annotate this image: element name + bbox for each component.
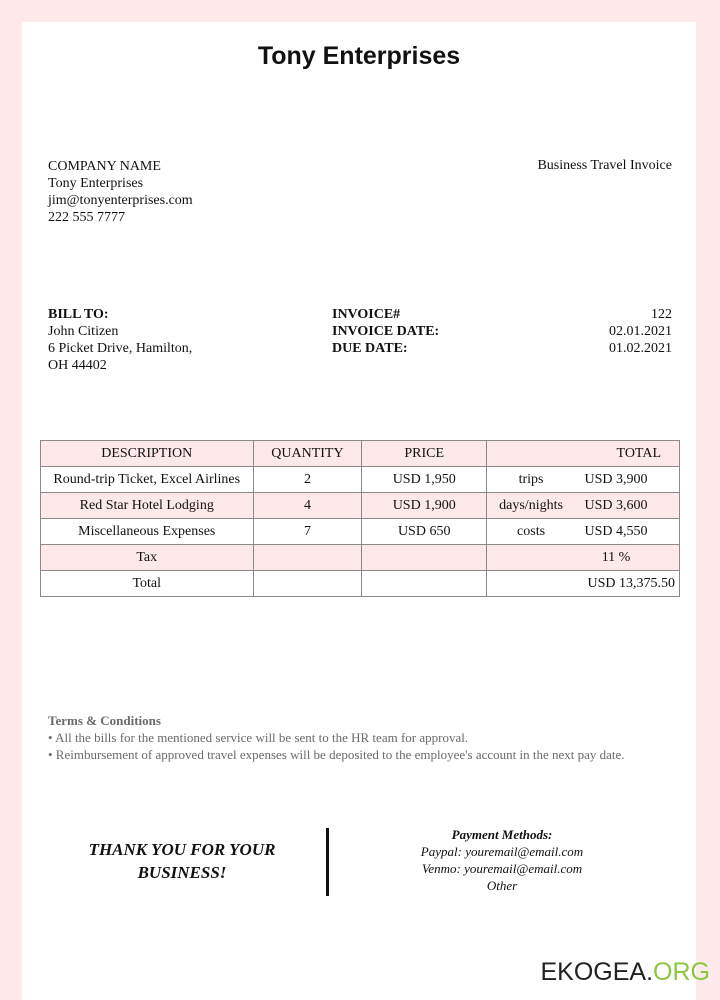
row-total xyxy=(487,519,680,545)
invoice-labels xyxy=(332,306,439,357)
invoice-number: 122 xyxy=(651,307,672,322)
tax-value: 11 % xyxy=(601,549,631,565)
vertical-divider xyxy=(326,828,329,896)
invoice-values xyxy=(609,306,672,357)
invoice-number-label: INVOICE# xyxy=(332,307,401,322)
table-row xyxy=(41,467,680,493)
row-total xyxy=(487,467,680,493)
tax-total-cell xyxy=(487,545,680,571)
company-email: jim@tonyenterprises.com xyxy=(48,193,193,208)
total-empty-cell xyxy=(253,571,362,597)
total-value: USD 13,375.50 xyxy=(487,571,680,597)
company-name: Tony Enterprises xyxy=(48,176,144,191)
row-price: USD 1,900 xyxy=(362,493,487,519)
row-total xyxy=(487,493,680,519)
table-row xyxy=(41,519,680,545)
row-amount: USD 4,550 xyxy=(584,523,648,539)
table-header-row xyxy=(41,441,680,467)
terms-line-2: • Reimbursement of approved travel expenses will be deposited to the employee's account in the next pay date. xyxy=(48,747,625,762)
due-date: 01.02.2021 xyxy=(609,341,672,356)
header-total-label: TOTAL xyxy=(616,445,662,461)
terms-heading: Terms & Conditions xyxy=(48,713,161,728)
page-title: Tony Enterprises xyxy=(257,42,461,70)
invoice-date-label: INVOICE DATE: xyxy=(332,324,440,339)
invoice-date: 02.01.2021 xyxy=(609,324,672,339)
due-date-label: DUE DATE: xyxy=(332,341,408,356)
total-label: Total xyxy=(41,571,254,597)
bill-to-block xyxy=(48,306,192,374)
bill-to-address-line2: OH 44402 xyxy=(48,358,107,373)
header-total xyxy=(487,441,680,467)
row-amount: USD 3,900 xyxy=(584,471,648,487)
watermark-accent: ORG xyxy=(653,958,710,986)
row-price: USD 1,950 xyxy=(362,467,487,493)
payment-heading: Payment Methods: xyxy=(451,827,553,842)
table-row xyxy=(41,493,680,519)
payment-other: Other xyxy=(486,878,518,893)
document-type: Business Travel Invoice xyxy=(537,158,672,173)
bill-to-name: John Citizen xyxy=(48,324,119,339)
terms-block xyxy=(48,712,678,763)
row-unit: days/nights xyxy=(499,497,563,513)
row-unit: trips xyxy=(518,471,544,487)
row-description: Red Star Hotel Lodging xyxy=(41,493,254,519)
payment-methods xyxy=(382,826,622,894)
tax-empty-cell xyxy=(362,545,487,571)
thank-you-message xyxy=(62,838,302,884)
company-heading: COMPANY NAME xyxy=(48,159,161,174)
watermark-logo xyxy=(541,958,711,987)
terms-line-1: • All the bills for the mentioned service will be sent to the HR team for approval. xyxy=(48,730,469,745)
tax-row xyxy=(41,545,680,571)
payment-paypal: Paypal: youremail@email.com xyxy=(420,844,584,859)
bill-to-heading: BILL TO: xyxy=(48,307,109,322)
header-price: PRICE xyxy=(362,441,487,467)
watermark-main: EKOGEA. xyxy=(540,958,654,986)
company-block xyxy=(48,158,193,226)
row-description: Round-trip Ticket, Excel Airlines xyxy=(41,467,254,493)
tax-empty-cell xyxy=(253,545,362,571)
invoice-page xyxy=(22,22,696,1000)
row-unit: costs xyxy=(517,523,546,539)
row-description: Miscellaneous Expenses xyxy=(41,519,254,545)
payment-venmo: Venmo: youremail@email.com xyxy=(421,861,583,876)
row-quantity: 7 xyxy=(253,519,362,545)
row-amount: USD 3,600 xyxy=(584,497,648,513)
tax-label: Tax xyxy=(41,545,254,571)
items-table xyxy=(40,440,680,597)
bill-to-address-line1: 6 Picket Drive, Hamilton, xyxy=(48,341,193,356)
company-phone: 222 555 7777 xyxy=(48,210,125,225)
header-description: DESCRIPTION xyxy=(41,441,254,467)
row-quantity: 2 xyxy=(253,467,362,493)
header-quantity: QUANTITY xyxy=(253,441,362,467)
grand-total-row xyxy=(41,571,680,597)
total-empty-cell xyxy=(362,571,487,597)
row-price: USD 650 xyxy=(362,519,487,545)
thank-you-line-2: BUSINESS! xyxy=(137,863,227,882)
thank-you-line-1: THANK YOU FOR YOUR xyxy=(88,840,276,859)
row-quantity: 4 xyxy=(253,493,362,519)
